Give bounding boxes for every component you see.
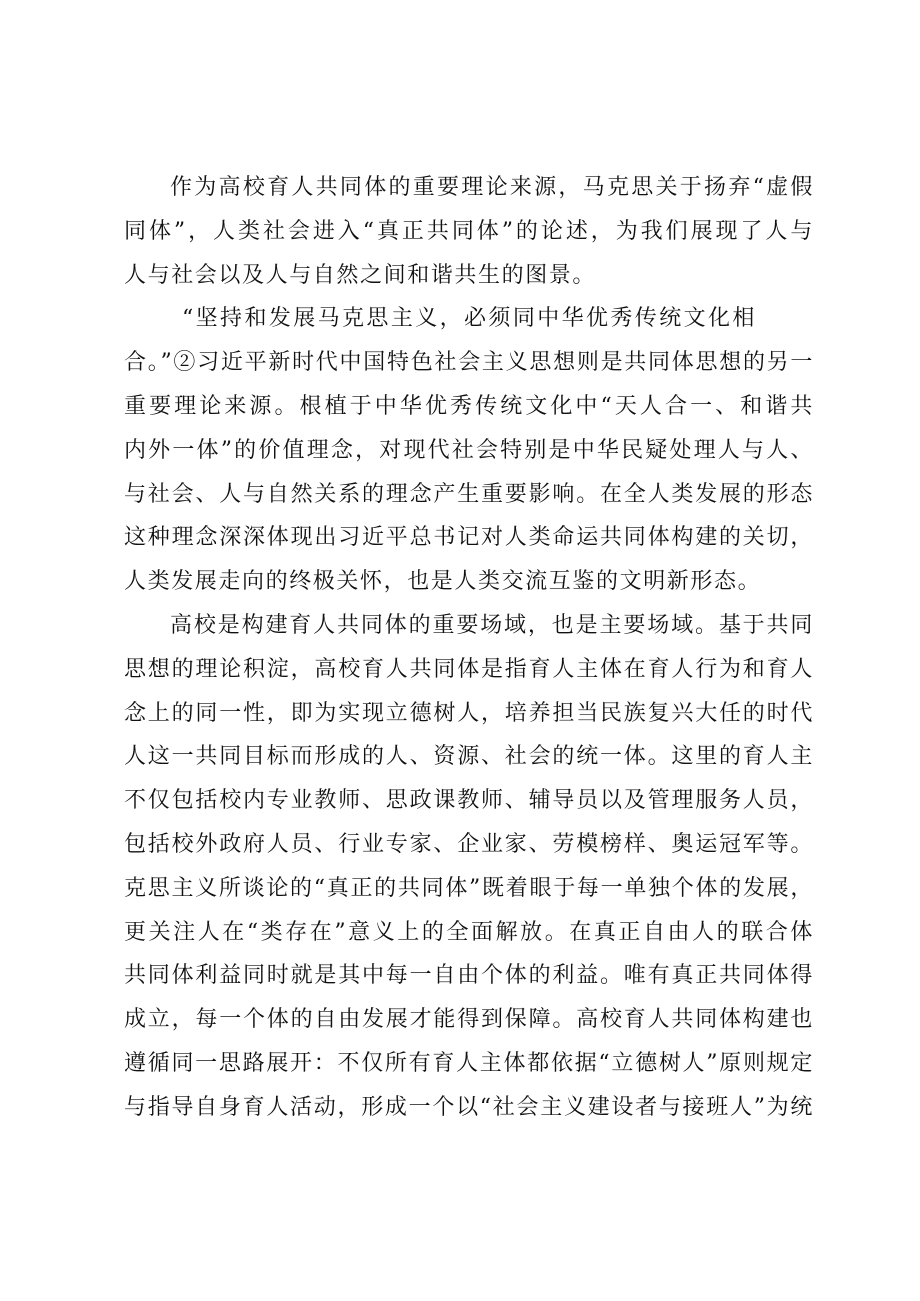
paragraph-line: 不仅包括校内专业教师、思政课教师、辅导员以及管理服务人员， [124, 788, 814, 814]
paragraph-line: 重要理论来源。根植于中华优秀传统文化中“天人合一、和谐共 [124, 393, 814, 419]
paragraph-line: 克思主义所谈论的“真正的共同体”既着眼于每一单独个体的发展， [124, 875, 814, 901]
paragraph-1 [124, 166, 814, 297]
paragraph-2 [124, 297, 814, 604]
document-body [124, 166, 814, 1130]
paragraph-line: 人与社会以及人与自然之间和谐共生的图景。 [124, 262, 597, 288]
paragraph-3 [124, 604, 814, 1130]
paragraph-line: 作为高校育人共同体的重要理论来源，马克思关于扬弃“虚假 [170, 175, 814, 200]
paragraph-line: 与社会、人与自然关系的理念产生重要影响。在全人类发展的形态 [124, 481, 814, 507]
paragraph-line: 共同体利益同时就是其中每一自由个体的利益。唯有真正共同体得 [124, 963, 814, 989]
paragraph-line: 同体”，人类社会进入“真正共同体”的论述，为我们展现了人与 [124, 218, 814, 244]
paragraph-line: “坚持和发展马克思主义，必须同中华优秀传统文化相 [182, 306, 756, 332]
paragraph-line: 思想的理论积淀，高校育人共同体是指育人主体在育人行为和育人 [124, 656, 814, 682]
paragraph-line: 人类发展走向的终极关怀，也是人类交流互鉴的文明新形态。 [124, 569, 762, 595]
paragraph-line: 与指导自身育人活动，形成一个以“社会主义建设者与接班人”为统 [124, 1094, 814, 1120]
paragraph-line: 遵循同一思路展开：不仅所有育人主体都依据“立德树人”原则规定 [124, 1050, 814, 1076]
paragraph-line: 人这一共同目标而形成的人、资源、社会的统一体。这里的育人主 [124, 744, 814, 770]
paragraph-line: 合。”②习近平新时代中国特色社会主义思想则是共同体思想的另一 [124, 350, 814, 376]
paragraph-line: 更关注人在“类存在”意义上的全面解放。在真正自由人的联合体 [124, 919, 814, 945]
paragraph-line: 内外一体”的价值理念，对现代社会特别是中华民疑处理人与人、 [124, 437, 814, 463]
paragraph-line: 念上的同一性，即为实现立德树人，培养担当民族复兴大任的时代 [124, 700, 814, 726]
paragraph-line: 成立，每一个体的自由发展才能得到保障。高校育人共同体构建也 [124, 1007, 814, 1033]
paragraph-line: 高校是构建育人共同体的重要场域，也是主要场域。基于共同 [170, 612, 814, 638]
paragraph-line: 包括校外政府人员、行业专家、企业家、劳模榜样、奥运冠军等。 [124, 831, 814, 857]
paragraph-line: 这种理念深深体现出习近平总书记对人类命运共同体构建的关切， [124, 525, 814, 551]
